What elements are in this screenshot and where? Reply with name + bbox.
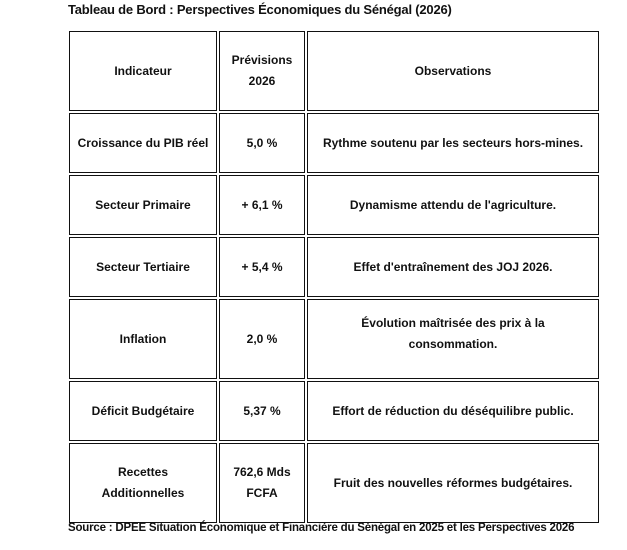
cell-forecast: 5,0 % [219, 113, 305, 173]
cell-forecast: 5,37 % [219, 381, 305, 441]
cell-indicator: Secteur Primaire [69, 175, 217, 235]
source-note: Source : DPEE Situation Économique et Financière du Sénégal en 2025 et les Perspectives 2026 [68, 522, 575, 534]
page-title: Tableau de Bord : Perspectives Économiques du Sénégal (2026) [68, 2, 452, 17]
table-row [69, 443, 599, 523]
cell-indicator: Croissance du PIB réel [69, 113, 217, 173]
header-indicator [69, 31, 217, 111]
table-row [69, 299, 599, 379]
cell-indicator-line1: Recettes [117, 465, 169, 479]
table-row [69, 175, 599, 235]
cell-observation [307, 299, 599, 379]
cell-forecast: + 5,4 % [219, 237, 305, 297]
cell-forecast: + 6,1 % [219, 175, 305, 235]
cell-observation-line1: Évolution maîtrisée des prix à la [361, 316, 545, 330]
header-forecast [219, 31, 305, 111]
table-row [69, 237, 599, 297]
header-forecast-line1: Prévisions [231, 53, 293, 67]
economic-outlook-table [67, 29, 601, 525]
cell-forecast-line2: FCFA [246, 486, 278, 500]
cell-forecast-line1: 762,6 Mds [233, 465, 291, 479]
cell-observation: Effort de réduction du déséquilibre public. [307, 381, 599, 441]
header-forecast-line2: 2026 [248, 74, 276, 88]
cell-observation: Rythme soutenu par les secteurs hors-mines. [307, 113, 599, 173]
header-observations-label: Observations [414, 63, 492, 78]
cell-forecast [219, 443, 305, 523]
header-indicator-label: Indicateur [114, 63, 172, 78]
header-observations [307, 31, 599, 111]
table-header-row [69, 31, 599, 111]
cell-indicator: Inflation [69, 299, 217, 379]
cell-observation-line2: consommation. [408, 337, 498, 351]
cell-indicator: Déficit Budgétaire [69, 381, 217, 441]
cell-observation: Effet d'entraînement des JOJ 2026. [307, 237, 599, 297]
cell-forecast: 2,0 % [219, 299, 305, 379]
cell-indicator: Secteur Tertiaire [69, 237, 217, 297]
cell-observation: Dynamisme attendu de l'agriculture. [307, 175, 599, 235]
cell-indicator-line2: Additionnelles [101, 486, 185, 500]
cell-indicator [69, 443, 217, 523]
cell-observation: Fruit des nouvelles réformes budgétaires. [307, 443, 599, 523]
table-row [69, 113, 599, 173]
table-row [69, 381, 599, 441]
